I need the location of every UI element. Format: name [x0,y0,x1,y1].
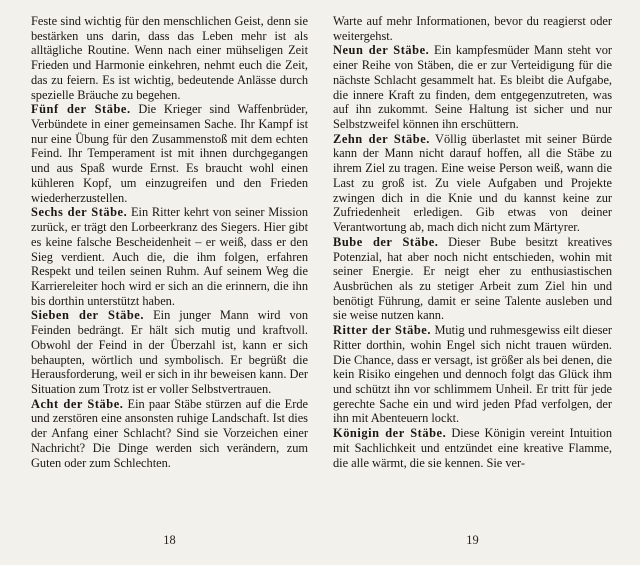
card-name-lead: Sechs der Stäbe. [31,205,128,220]
page-right [320,0,640,565]
paragraph-body: Ein Ritter kehrt von seiner Mission zurück, er trägt den Lorbeerkranz des Siegers. Hier gibt es keine falsche Bescheidenheit – er weiß, dass er den Sieg verdient. Auch die, die ihm folgen, erfahren Respekt und teilen seinen Ruhm. Auf seinem Weg die Karriereleiter hoch wird er sich an die erinnern, die ihn bis dorthin unterstützt haben. [31,205,309,308]
card-name-lead: Königin der Stäbe. [333,426,447,441]
paragraph [31,205,308,308]
paragraph-body: Mutig und ruhmesgewiss eilt dieser Ritter dorthin, wohin Engel sich nicht trauen würden. Die Chance, dass er versagt, ist größer als bei denen, die kein Risiko eingehen und dennoch folgt das Glück ihm und schützt ihn vor schlimmem Unheil. Er tritt für jede gerechte Sache ein und wird jeden Pfad verfolgen, der ihn mit Abenteuern lockt. [333,323,612,426]
paragraph-body: Feste sind wichtig für den menschlichen Geist, denn sie bestärken uns darin, dass das Leben mehr ist als alltägliche Routine. Wenn nach einer mühseligen Zeit Frieden und Harmonie einkehren, nehmt euch die Zeit, das zu feiern. Es ist wichtig, bedeutende Anlässe durch spezielle Bräuche zu begehen. [31,14,308,102]
page-number-right: 19 [466,533,479,547]
card-name-lead: Acht der Stäbe. [31,396,124,411]
paragraph-body: Ein junger Mann wird von Feinden bedrängt. Er hält sich mutig und kraftvoll. Obwohl der Feind in der Überzahl ist, kann er sich behaupten, wörtlich und symbolisch. Er begrüßt die Herausforderung, weil er sich in ihr beweisen kann. Der Situation zum Trotz ist er voller Selbstvertrauen. [31,308,309,396]
page-left-textblock [31,14,308,470]
paragraph-body: Ein kampfesmüder Mann steht vor einer Reihe von Stäben, die er zur Verteidigung für die nächste Schlacht gesammelt hat. Es bleibt die Aufgabe, die innere Kraft zu finden, dem entgegenzutreten, was auf ihn zukommt. Seine Haltung ist sicher und nur Selbstzweifel können ihn erschüttern. [333,43,613,132]
card-name-lead: Bube der Stäbe. [333,234,439,249]
paragraph [333,132,612,235]
card-name-lead: Fünf der Stäbe. [31,102,131,117]
paragraph-body: Völlig überlastet mit seiner Bürde kann der Mann nicht darauf hoffen, all die Stäbe zu ihrem Ziel zu tragen. Eine weise Person weiß, wann die Last zu groß ist. Zu viele Aufgaben und Projekte zwingen dich in die Knie und du kannst keine zur Zufriedenheit erledigen. Gib etwas von deiner Verantwortung ab, mach dich nicht zum Märtyrer. [333,131,613,235]
paragraph-body: Diese Königin vereint Intuition mit Sachlichkeit und entzündet eine kreative Flamme, die alle wärmt, die sie kennen. Sie ver- [333,426,612,470]
paragraph [333,43,612,131]
paragraph [333,235,612,323]
paragraph [333,14,612,43]
paragraph [31,308,308,396]
paragraph-body: Die Krieger sind Waffenbrüder, Verbündete in einer gemeinsamen Sache. Ihr Kampf ist nur eine Übung für den Zusammenstoß mit dem echten Feind. Ihr Temperament ist mit ihnen durchgegangen und aus Spaß wurde Ernst. Es braucht wohl einen kühleren Kopf, um einzugreifen und den Frieden wiederherzustellen. [31,102,308,205]
paragraph [31,102,308,205]
page-right-textblock [333,14,612,470]
paragraph [31,397,308,471]
card-name-lead: Neun der Stäbe. [333,43,430,58]
page-number-left: 18 [163,533,176,547]
paragraph-body: Dieser Bube besitzt kreatives Potenzial, hat aber noch nicht entschieden, wohin mit seiner Energie. Er neigt eher zu enthusiastischen Ausbrüchen als zu stetiger Arbeit zum Ziel hin und benötigt Führung, damit er seine Talente ausleben und sie weise nutzen kann. [333,234,612,323]
paragraph [333,426,612,470]
card-name-lead: Sieben der Stäbe. [31,308,145,323]
paragraph-body: Warte auf mehr Informationen, bevor du reagierst oder weitergehst. [333,14,612,43]
paragraph-body: Ein paar Stäbe stürzen auf die Erde und zerstören eine ansonsten ruhige Landschaft. Ist dies der Anfang einer Schlacht? Sind sie Vorzeichen einer Nachricht? Die Dinge werden sich verändern, zum Guten oder zum Schlechten. [31,396,308,470]
paragraph [31,14,308,102]
card-name-lead: Ritter der Stäbe. [333,323,432,338]
paragraph [333,323,612,426]
card-name-lead: Zehn der Stäbe. [333,131,430,146]
